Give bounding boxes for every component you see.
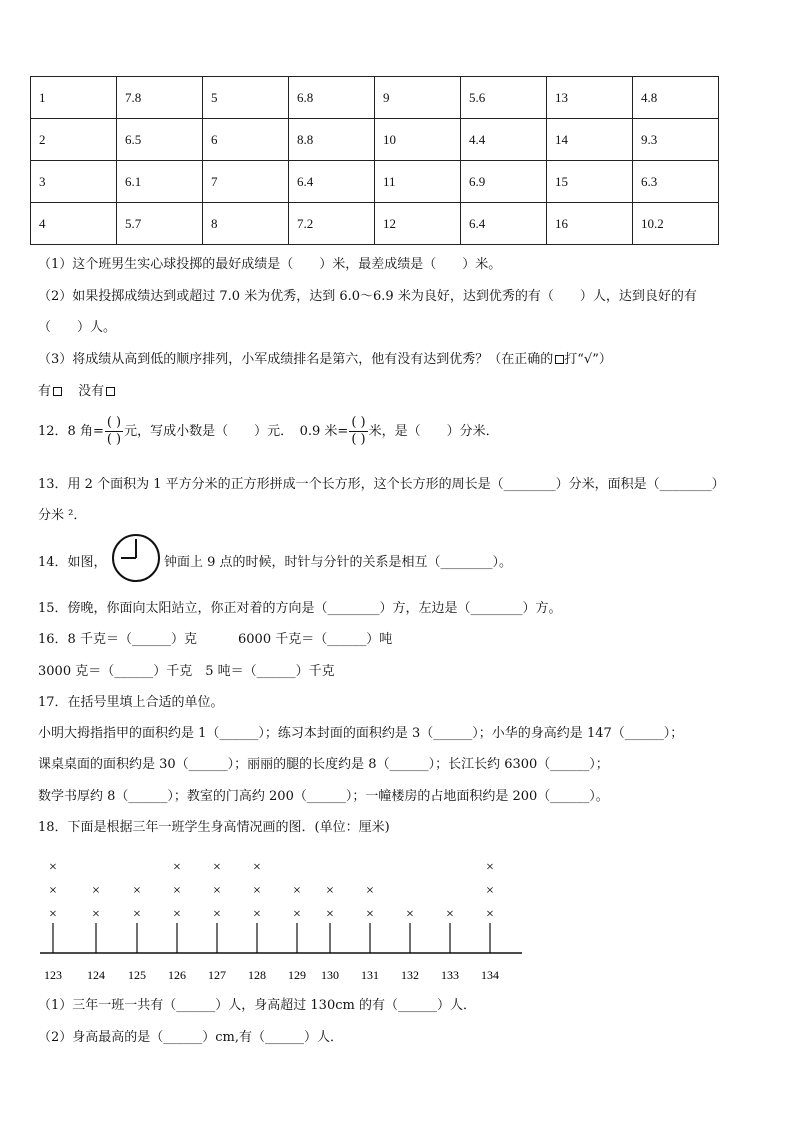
table-cell: 1 <box>31 77 117 119</box>
tick-label: 130 <box>321 968 339 982</box>
q12-fraction-2 <box>349 415 367 448</box>
data-mark: × <box>293 883 301 899</box>
q12-mid1: 元，写成小数是（ ）元． 0.9 米= <box>124 424 349 439</box>
data-mark: × <box>173 860 181 875</box>
table-cell: 11 <box>375 161 461 203</box>
table-row <box>31 161 719 203</box>
q16-line1-a: 16．8 千克＝（______）克 <box>38 632 197 647</box>
option-yes-label: 有 <box>38 384 52 399</box>
q13-line1: 13．用 2 个面积为 1 平方分米的正方形拼成一个长方形，这个长方形的周长是（________）分米，面积是（________） <box>38 477 725 492</box>
table-cell: 9.3 <box>633 119 719 161</box>
height-dot-plot <box>30 845 530 990</box>
q18-sub1: （1）三年一班一共有（______）人，身高超过 130cm 的有（______）人． <box>38 998 476 1013</box>
tick-label: 132 <box>401 968 419 982</box>
table-cell: 6.1 <box>117 161 203 203</box>
table-cell: 14 <box>547 119 633 161</box>
q18-title: 18．下面是根据三年一班学生身高情况画的图．(单位：厘米) <box>38 820 390 835</box>
table-cell: 3 <box>31 161 117 203</box>
table-cell: 13 <box>547 77 633 119</box>
data-mark: × <box>92 907 100 922</box>
table-row <box>31 77 719 119</box>
fraction-denominator: ( ) <box>351 432 366 447</box>
tick-label: 127 <box>208 968 226 982</box>
data-mark: × <box>213 883 221 899</box>
tick-label: 131 <box>361 968 379 982</box>
data-mark: × <box>213 907 221 922</box>
table-cell: 5.6 <box>461 77 547 119</box>
fraction-numerator: ( ) <box>106 415 122 430</box>
table-cell: 8 <box>203 203 289 245</box>
fraction-numerator: ( ) <box>351 415 366 430</box>
score-table <box>30 76 719 245</box>
q17-title: 17．在括号里填上合适的单位。 <box>38 695 224 710</box>
q13-line2: 分米 ²． <box>38 508 87 523</box>
data-mark: × <box>49 860 57 875</box>
tick-label: 133 <box>441 968 459 982</box>
table-cell: 12 <box>375 203 461 245</box>
option-no-checkbox[interactable] <box>106 387 115 396</box>
table-cell: 6.4 <box>289 161 375 203</box>
table-cell: 4.4 <box>461 119 547 161</box>
table-cell: 7 <box>203 161 289 203</box>
table-cell: 8.8 <box>289 119 375 161</box>
tick-label: 128 <box>248 968 266 982</box>
data-mark: × <box>293 907 301 922</box>
q14-text: 钟面上 9 点的时候，时针与分针的关系是相互（________）。 <box>164 555 513 570</box>
data-mark: × <box>173 883 181 899</box>
q17-line3: 数学书厚约 8（______）；教室的门高约 200（______）；一幢楼房的占地面积约是 200（______）。 <box>38 789 609 804</box>
tick-label: 134 <box>481 968 499 982</box>
table-cell: 6.8 <box>289 77 375 119</box>
table-cell: 4 <box>31 203 117 245</box>
data-mark: × <box>326 883 334 899</box>
table-cell: 10 <box>375 119 461 161</box>
data-mark: × <box>133 883 141 899</box>
table-cell: 10.2 <box>633 203 719 245</box>
table-cell: 6.9 <box>461 161 547 203</box>
q18-sub2: （2）身高最高的是（______）cm,有（______）人． <box>38 1030 344 1045</box>
data-mark: × <box>326 907 334 922</box>
table-cell: 7.8 <box>117 77 203 119</box>
tick-label: 126 <box>168 968 186 982</box>
tick-label: 125 <box>128 968 146 982</box>
q12-mid2: 米，是（ ）分米． <box>368 424 499 439</box>
q17-line1: 小明大拇指指甲的面积约是 1（______）；练习本封面的面积约是 3（______）；小华的身高约是 147（______）； <box>38 726 684 741</box>
data-mark: × <box>366 907 374 922</box>
data-mark: × <box>173 907 181 922</box>
data-mark: × <box>49 907 57 922</box>
table-cell: 6.5 <box>117 119 203 161</box>
data-mark: × <box>133 907 141 922</box>
table-cell: 2 <box>31 119 117 161</box>
data-mark: × <box>406 907 414 922</box>
data-mark: × <box>253 883 261 899</box>
q16-line2: 3000 克＝（______）千克 5 吨＝（______）千克 <box>38 664 335 679</box>
q12-fraction-1 <box>105 415 123 448</box>
table-cell: 6.4 <box>461 203 547 245</box>
data-mark: × <box>253 860 261 875</box>
table-cell: 6 <box>203 119 289 161</box>
tick-label: 124 <box>87 968 105 982</box>
table-cell: 7.2 <box>289 203 375 245</box>
q14-prefix: 14．如图， <box>38 555 107 570</box>
q11-part3 <box>38 348 612 367</box>
data-mark: × <box>486 907 494 922</box>
data-mark: × <box>92 883 100 899</box>
table-cell: 4.8 <box>633 77 719 119</box>
q12-prefix: 12．8 角= <box>38 424 104 439</box>
option-no-label: 没有 <box>78 384 105 399</box>
q17-line2: 课桌桌面的面积约是 30（______）；丽丽的腿的长度约是 8（______）；长江长约 6300（______）； <box>38 757 609 772</box>
q12 <box>38 412 499 452</box>
data-mark: × <box>486 860 494 875</box>
data-mark: × <box>213 860 221 875</box>
table-cell: 5.7 <box>117 203 203 245</box>
table-cell: 16 <box>547 203 633 245</box>
tick-label: 123 <box>44 968 62 982</box>
data-mark: × <box>446 907 454 922</box>
table-row <box>31 203 719 245</box>
data-mark: × <box>253 907 261 922</box>
table-cell: 15 <box>547 161 633 203</box>
table-cell: 9 <box>375 77 461 119</box>
option-yes-checkbox[interactable] <box>53 387 62 396</box>
table-cell: 5 <box>203 77 289 119</box>
q11-part2-line2: （ ）人。 <box>38 320 117 335</box>
tick-label: 129 <box>288 968 306 982</box>
clock-icon <box>111 533 161 583</box>
checkbox-icon <box>555 355 564 364</box>
q11-part2-line1: （2）如果投掷成绩达到或超过 7.0 米为优秀，达到 6.0～6.9 米为良好，达到优秀的有（ ）人，达到良好的有 <box>38 289 697 304</box>
q11-options <box>38 380 115 399</box>
table-cell: 6.3 <box>633 161 719 203</box>
data-mark: × <box>49 883 57 899</box>
fraction-denominator: ( ) <box>106 432 122 447</box>
data-mark: × <box>486 883 494 899</box>
data-mark: × <box>366 883 374 899</box>
q11-part3-tail: 打“√”） <box>564 352 612 367</box>
q16-line1-b: 6000 千克＝（______）吨 <box>238 632 393 647</box>
q11-part3-text: （3）将成绩从高到低的顺序排列，小军成绩排名是第六，他有没有达到优秀？（在正确的 <box>38 352 554 367</box>
table-row <box>31 119 719 161</box>
q15: 15．傍晚，你面向太阳站立，你正对着的方向是（________）方，左边是（________）方。 <box>38 601 562 616</box>
q11-part1: （1）这个班男生实心球投掷的最好成绩是（ ）米，最差成绩是（ ）米。 <box>38 257 502 272</box>
